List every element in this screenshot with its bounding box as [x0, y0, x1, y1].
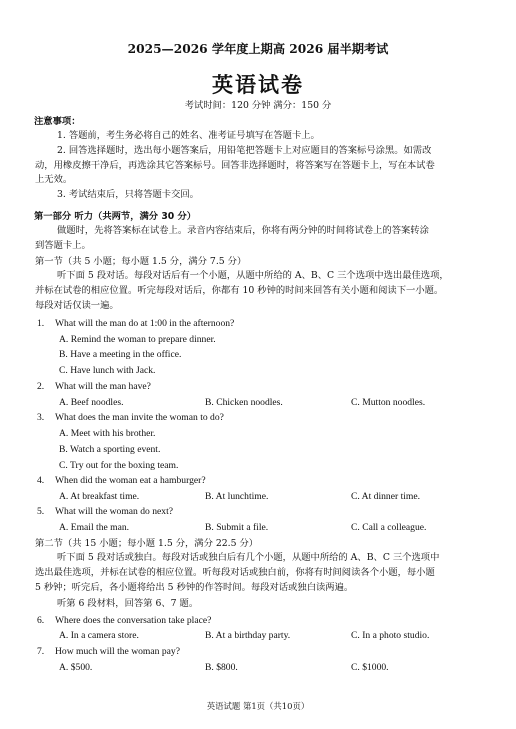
question-number: 7.	[37, 646, 45, 657]
question-text: What will the man do at 1:00 in the afternoon?	[55, 318, 235, 329]
question-number: 6.	[37, 615, 45, 626]
question-text: What does the man invite the woman to do?	[55, 412, 224, 423]
option-a: A. $500.	[59, 662, 93, 673]
section1-directions: 并标在试卷的相应位置。听完每段对话后，你都有 10 秒钟的时间来回答有关小题和阅读下一小题。	[35, 285, 444, 296]
question-text: Where does the conversation take place?	[55, 615, 212, 626]
option-c: C. Mutton noodles.	[351, 397, 426, 408]
material-note: 听第 6 段材料，回答第 6、7 题。	[57, 598, 199, 609]
part1-intro: 做题时，先将答案标在试卷上。录音内容结束后，你将有两分钟的时间将试卷上的答案转涂	[57, 225, 429, 236]
section1-directions: 听下面 5 段对话。每段对话后有一个小题，从题中所给的 A、B、C 三个选项中选出最佳选项，	[57, 270, 449, 281]
section1-title: 第一节（共 5 小题；每小题 1.5 分，满分 7.5 分）	[35, 256, 247, 267]
page-footer: 英语试题 第1页（共10页）	[206, 701, 310, 711]
section2-title: 第二节（共 15 小题；每小题 1.5 分，满分 22.5 分）	[35, 538, 259, 549]
section2-directions: 选出最佳选项，并标在试卷的相应位置。听每段对话或独白前，你将有时间阅读各个小题，每小题	[35, 567, 435, 578]
question-number: 1.	[37, 318, 45, 329]
option-b: B. At lunchtime.	[205, 491, 269, 502]
option-a: A. Remind the woman to prepare dinner.	[59, 334, 216, 345]
question-number: 4.	[37, 475, 45, 486]
option-a: A. Meet with his brother.	[59, 428, 156, 439]
option-c: C. In a photo studio.	[351, 630, 430, 641]
option-a: A. At breakfast time.	[59, 491, 140, 502]
notice-line: 2. 回答选择题时，选出每小题答案后，用铅笔把答题卡上对应题目的答案标号涂黑。如需改	[57, 145, 432, 156]
question-number: 2.	[37, 381, 45, 392]
option-b: B. $800.	[205, 662, 238, 673]
option-c: C. Try out for the boxing team.	[59, 460, 179, 471]
part1-intro: 到答题卡上。	[35, 240, 91, 251]
option-a: A. Email the man.	[59, 522, 130, 533]
question-text: What will the woman do next?	[55, 506, 174, 517]
section2-directions: 听下面 5 段对话或独白。每段对话或独白后有几个小题，从题中所给的 A、B、C 三个选项中	[57, 552, 440, 563]
section1-directions: 每段对话仅读一遍。	[35, 300, 119, 311]
option-b: B. At a birthday party.	[205, 630, 291, 641]
time-info: 考试时间：120 分钟 满分：150 分	[184, 100, 332, 111]
option-a: A. Beef noodles.	[59, 397, 124, 408]
subject-title: 英语试卷	[212, 73, 304, 97]
option-b: B. Submit a file.	[205, 522, 269, 533]
question-text: What will the man have?	[55, 381, 151, 392]
notice-line: 1. 答题前，考生务必将自己的姓名、准考证号填写在答题卡上。	[57, 130, 320, 141]
question-number: 3.	[37, 412, 45, 423]
section2-directions: 5 秒钟；听完后，各小题将给出 5 秒钟的作答时间。每段对话或独白读两遍。	[35, 582, 354, 593]
option-c: C. Have lunch with Jack.	[59, 365, 156, 376]
option-b: B. Chicken noodles.	[205, 397, 283, 408]
question-number: 5.	[37, 506, 45, 517]
option-b: B. Watch a sporting event.	[59, 444, 161, 455]
exam-title: 2025—2026 学年度上期高 2026 届半期考试	[127, 42, 389, 56]
notice-line: 3. 考试结束后，只将答题卡交回。	[57, 189, 199, 200]
option-c: C. $1000.	[351, 662, 389, 673]
notice-line: 上无效。	[35, 174, 73, 185]
option-c: C. At dinner time.	[351, 491, 421, 502]
option-b: B. Have a meeting in the office.	[59, 349, 182, 360]
question-text: How much will the woman pay?	[55, 646, 180, 657]
notice-title: 注意事项：	[34, 116, 81, 127]
notice-line: 动，用橡皮擦干净后，再选涂其它答案标号。回答非选择题时，将答案写在答题卡上，写在本试卷	[35, 160, 435, 171]
question-text: When did the woman eat a hamburger?	[55, 475, 206, 486]
option-a: A. In a camera store.	[59, 630, 139, 641]
option-c: C. Call a colleague.	[351, 522, 427, 533]
part1-title: 第一部分 听力（共两节，满分 30 分）	[34, 211, 197, 222]
